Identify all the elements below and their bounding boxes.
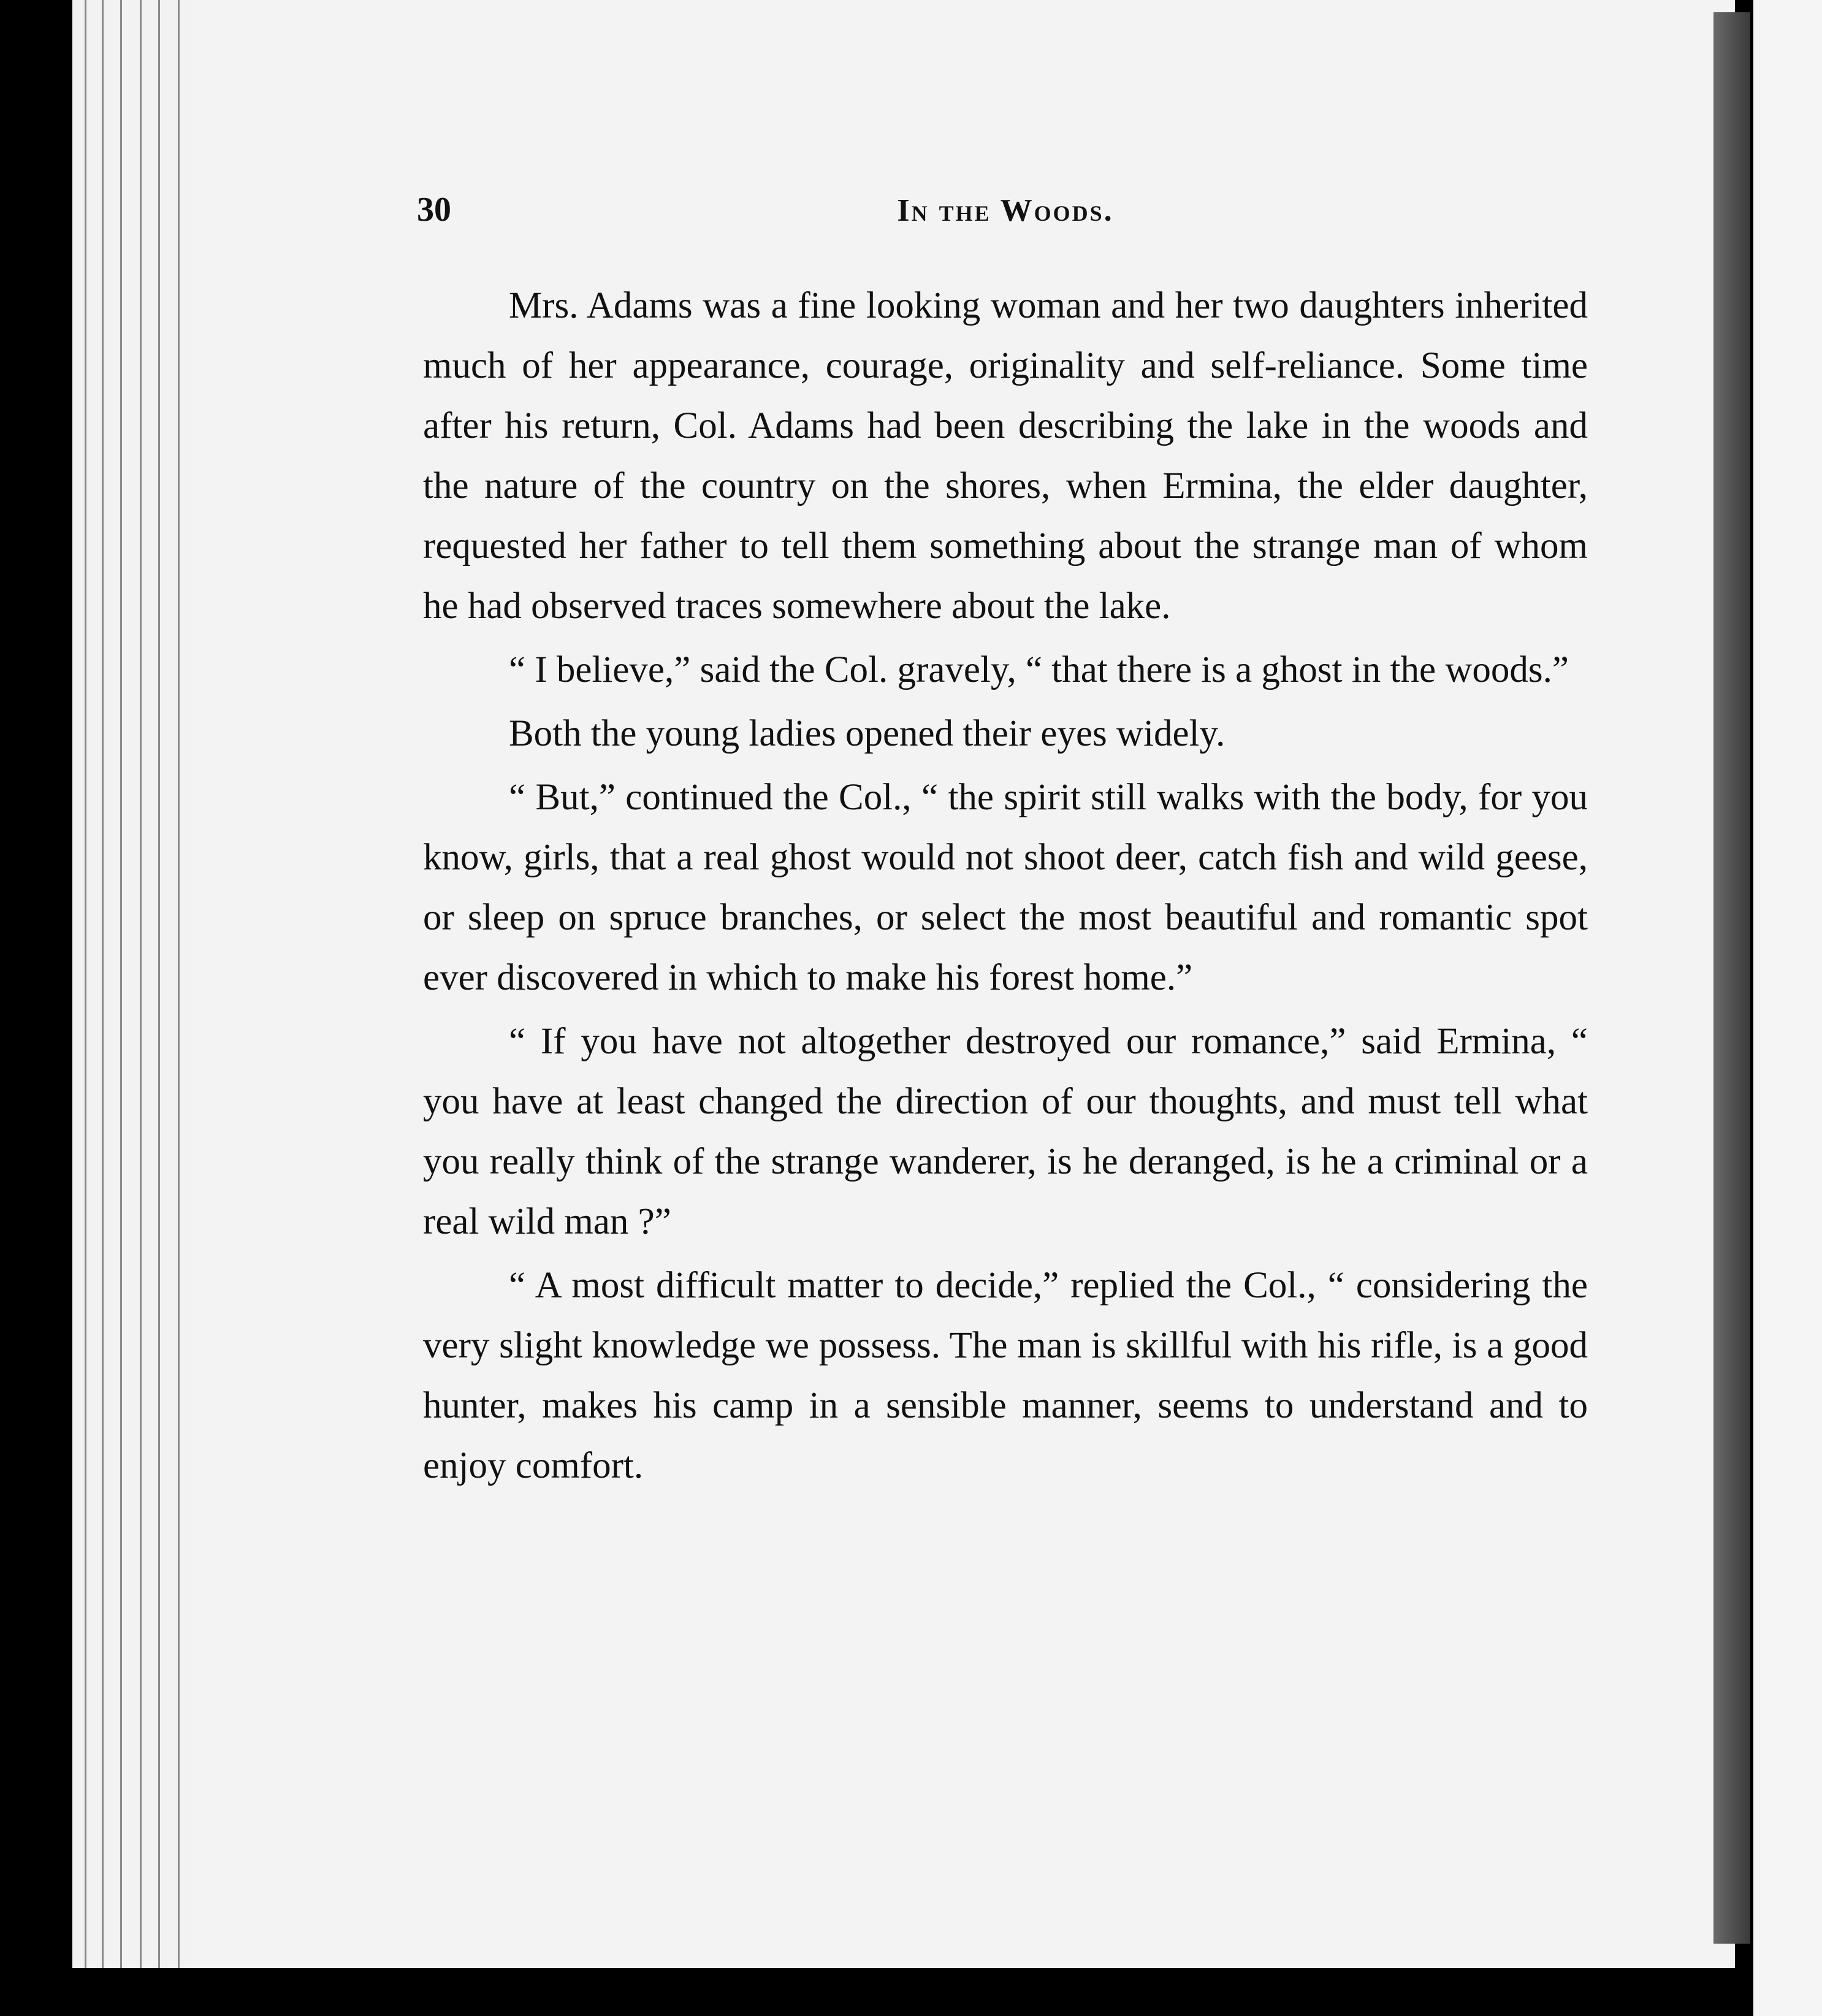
page-edge-line bbox=[178, 0, 180, 1968]
paragraph: Both the young ladies opened their eyes widely. bbox=[509, 713, 1225, 754]
page-edge-line bbox=[140, 0, 142, 1968]
paragraph: “ If you have not altogether destroyed our romance,” said Ermina, “ you have at least changed the direction of our thoughts, and must tell what you really think of the strange wanderer, is he deranged, is he a criminal or a real wild man ?” bbox=[423, 1021, 1588, 1242]
page-edge-line bbox=[102, 0, 104, 1968]
paragraph: “ I believe,” said the Col. gravely, “ that there is a ghost in the woods.” bbox=[509, 649, 1569, 690]
page-edge-line bbox=[85, 0, 86, 1968]
paragraph: Mrs. Adams was a fine looking woman and her two daughters inherited much of her appearance, courage, originality and self-reliance. Some time after his return, Col. Adams had been describing the lake in the woods and the nature of the country on the shores, when Ermina, the elder daughter, requested her father to tell them something about the strange man of whom he had observed traces somewhere about the lake. bbox=[423, 285, 1588, 627]
binding-gutter bbox=[1713, 12, 1750, 1944]
facing-page-edge bbox=[1753, 0, 1822, 2016]
page-number: 30 bbox=[417, 191, 451, 229]
paragraph: “ A most difficult matter to decide,” replied the Col., “ considering the very slight knowledge we possess. The man is skillful with his rifle, is a good hunter, makes his camp in a sensible manner, seems to understand and to enjoy comfort. bbox=[423, 1265, 1588, 1486]
page-edge-line bbox=[120, 0, 122, 1968]
page-edge-stack bbox=[72, 0, 203, 1968]
page-edge-line bbox=[158, 0, 160, 1968]
running-title: In the Woods. bbox=[897, 193, 1114, 228]
paragraph: “ But,” continued the Col., “ the spirit still walks with the body, for you know, girls, that a real ghost would not shoot deer, catch fish and wild geese, or sleep on spruce branches, or select the most beautiful and romantic spot ever discovered in which to make his forest home.” bbox=[423, 777, 1588, 998]
body-text bbox=[423, 276, 1588, 1500]
running-head bbox=[417, 190, 1594, 245]
